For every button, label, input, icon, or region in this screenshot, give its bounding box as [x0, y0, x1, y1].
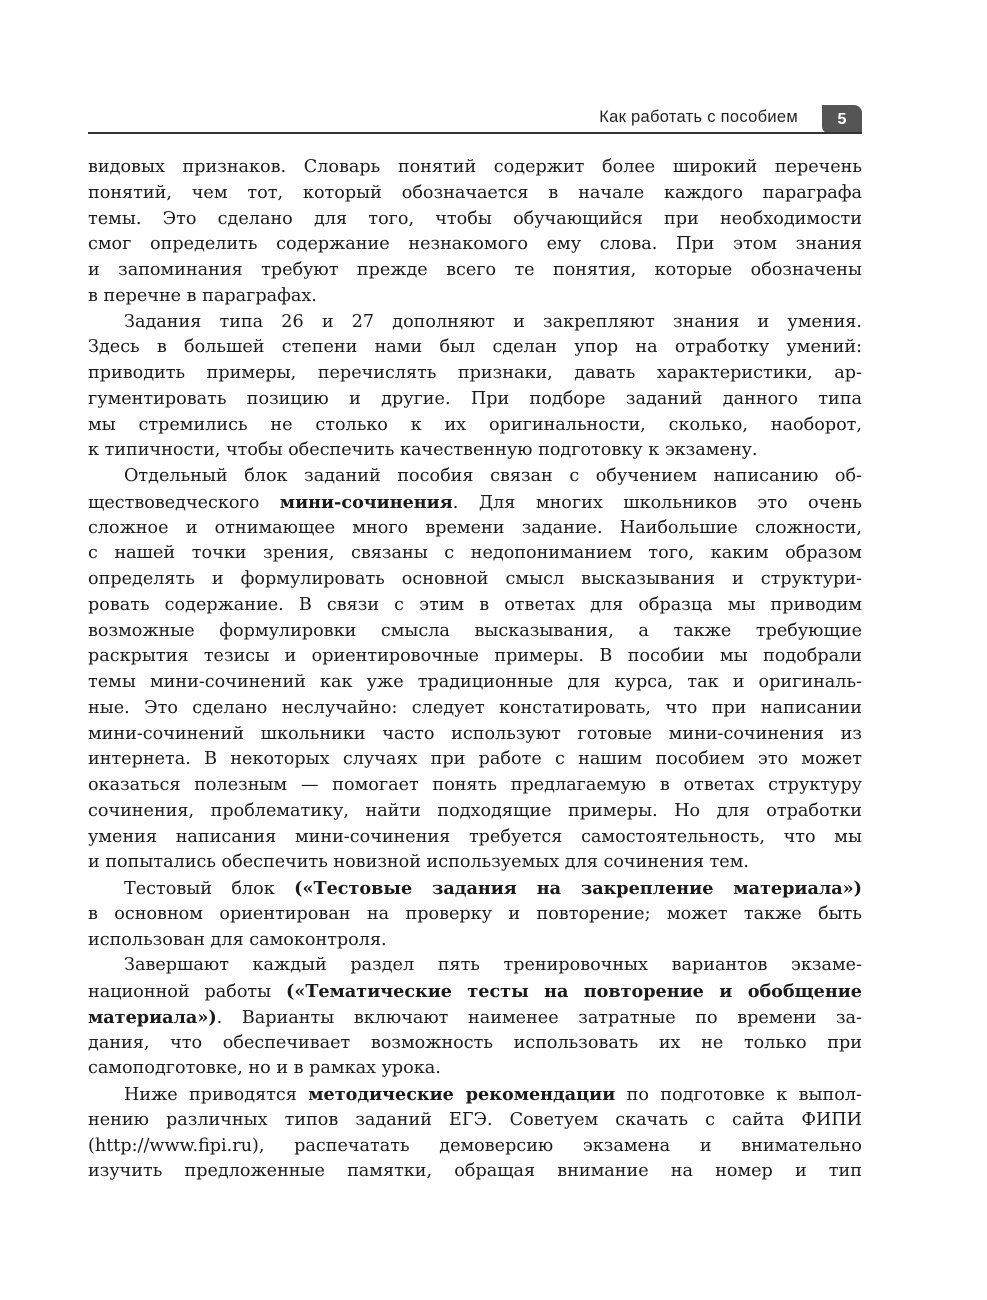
text-segment: возможные формулировки смысла высказывания, а также требующие [88, 620, 862, 641]
text-line [88, 928, 862, 954]
text-line [88, 696, 862, 722]
text-line [88, 438, 862, 464]
text-segment: в основном ориентирован на проверку и повторение; может также быть [88, 903, 862, 924]
text-line [88, 902, 862, 928]
text-line [88, 181, 862, 207]
text-segment: умения написания мини-сочинения требуется самостоятельность, что мы [88, 826, 862, 847]
text-line [88, 1031, 862, 1057]
header-rule [88, 132, 862, 134]
text-segment: . Варианты включают наименее затратные по времени за- [216, 1007, 862, 1028]
text-line [88, 335, 862, 361]
text-segment: гументировать позицию и другие. При подборе заданий данного типа [88, 388, 862, 409]
bold-text: методические рекомендации [308, 1084, 616, 1105]
text-segment: в перечне в параграфах. [88, 285, 317, 306]
bold-text: («Тестовые задания на закрепление материала») [294, 878, 862, 899]
text-segment: ровать содержание. В связи с этим в ответах для образца мы приводим [88, 594, 862, 615]
text-line [88, 490, 862, 516]
text-segment: сочинения, проблематику, найти подходящие примеры. Но для отработки [88, 800, 862, 821]
text-line [88, 284, 862, 310]
text-line [88, 1082, 862, 1108]
text-line [88, 155, 862, 181]
text-segment: (http://www.fipi.ru), распечатать демоверсию экзамена и внимательно [88, 1135, 862, 1156]
text-segment: смог определить содержание незнакомого ему слова. При этом знания [88, 234, 862, 255]
text-segment: темы мини-сочинений как уже традиционные для курса, так и оригиналь- [88, 672, 862, 692]
paragraph [88, 953, 862, 1082]
text-segment: . Для многих школьников это очень [452, 492, 862, 513]
text-line [88, 567, 862, 593]
text-segment: приводить примеры, перечислять признаки, давать характеристики, ар- [88, 363, 862, 383]
text-segment: ные. Это сделано неслучайно: следует констатировать, что при написании [88, 697, 862, 718]
text-line [88, 464, 862, 490]
text-segment: дания, что обеспечивает возможность использовать их не только при [88, 1032, 862, 1053]
text-line [88, 670, 862, 696]
text-segment: Завершают каждый раздел пять тренировочных вариантов экзаме- [124, 955, 862, 976]
text-line [88, 593, 862, 619]
text-line [88, 1005, 862, 1031]
text-segment: Здесь в большей степени нами был сделан упор на отработку умений: [88, 337, 862, 358]
paragraph [88, 155, 862, 310]
paragraph [88, 876, 862, 953]
text-line [88, 1108, 862, 1134]
text-line [88, 799, 862, 825]
page-number-badge: 5 [822, 105, 862, 134]
text-segment: Тестовый блок [124, 879, 295, 899]
text-segment: использован для самоконтроля. [88, 929, 387, 950]
text-segment: по подготовке к выпол- [615, 1085, 862, 1105]
text-segment: видовых признаков. Словарь понятий содержит более широкий перечень [88, 157, 862, 177]
text-segment: Отдельный блок заданий пособия связан с обучением написанию об- [124, 466, 862, 486]
text-segment: оказаться полезным — помогает понять предлагаемую в ответах структуру [88, 775, 862, 795]
bold-text: мини-сочинения [279, 491, 453, 513]
text-segment: и запоминания требуют прежде всего те понятия, которые обозначены [88, 260, 862, 280]
paragraph [88, 464, 862, 876]
text-segment: раскрытия тезисы и ориентировочные примеры. В пособии мы подобрали [88, 646, 862, 667]
text-segment: изучить предложенные памятки, обращая внимание на номер и тип [88, 1161, 862, 1182]
text-line [88, 1134, 862, 1160]
text-line [88, 850, 862, 876]
text-line [88, 747, 862, 773]
text-segment: Ниже приводятся [124, 1085, 309, 1105]
text-segment: с нашей точки зрения, связаны с недопониманием того, каким образом [88, 543, 862, 564]
text-segment: темы. Это сделано для того, чтобы обучающийся при необходимости [88, 208, 862, 229]
page-body-text [88, 155, 862, 1185]
text-segment: понятий, чем тот, который обозначается в начале каждого параграфа [88, 182, 862, 203]
text-line [88, 541, 862, 567]
text-line [88, 516, 862, 542]
text-line [88, 387, 862, 413]
text-segment: и попытались обеспечить новизной используемых для сочинения тем. [88, 852, 749, 873]
text-line [88, 979, 862, 1005]
text-line [88, 1159, 862, 1185]
paragraph [88, 1082, 862, 1185]
text-segment: национной работы [88, 982, 287, 1002]
text-segment: ществоведческого [88, 492, 280, 513]
text-segment: мы стремились не столько к их оригинальности, сколько, наоборот, [88, 414, 862, 435]
section-title: Как работать с пособием [599, 108, 798, 126]
text-line [88, 876, 862, 902]
text-line [88, 825, 862, 851]
text-segment: сложное и отнимающее много времени задание. Наибольшие сложности, [88, 517, 862, 538]
text-line [88, 1056, 862, 1082]
text-line [88, 310, 862, 336]
text-segment: определять и формулировать основной смысл высказывания и структури- [88, 569, 862, 589]
text-line [88, 413, 862, 439]
text-line [88, 207, 862, 233]
text-segment: к типичности, чтобы обеспечить качественную подготовку к экзамену. [88, 440, 758, 461]
bold-text: («Тематические тесты на повторение и обобщение [286, 981, 862, 1002]
text-line [88, 773, 862, 799]
text-line [88, 722, 862, 748]
text-segment: мини-сочинений школьники часто используют готовые мини-сочинения из [88, 723, 862, 744]
text-line [88, 258, 862, 284]
text-segment: интернета. В некоторых случаях при работе с нашим пособием это может [88, 749, 862, 770]
text-line [88, 953, 862, 979]
bold-text: материала») [88, 1006, 217, 1028]
text-line [88, 361, 862, 387]
paragraph [88, 310, 862, 465]
text-segment: самоподготовке, но и в рамках урока. [88, 1058, 441, 1079]
text-segment: Задания типа 26 и 27 дополняют и закрепляют знания и умения. [124, 311, 862, 332]
text-line [88, 232, 862, 258]
text-segment: нению различных типов заданий ЕГЭ. Советуем скачать с сайта ФИПИ [88, 1109, 862, 1130]
text-line [88, 619, 862, 645]
text-line [88, 644, 862, 670]
